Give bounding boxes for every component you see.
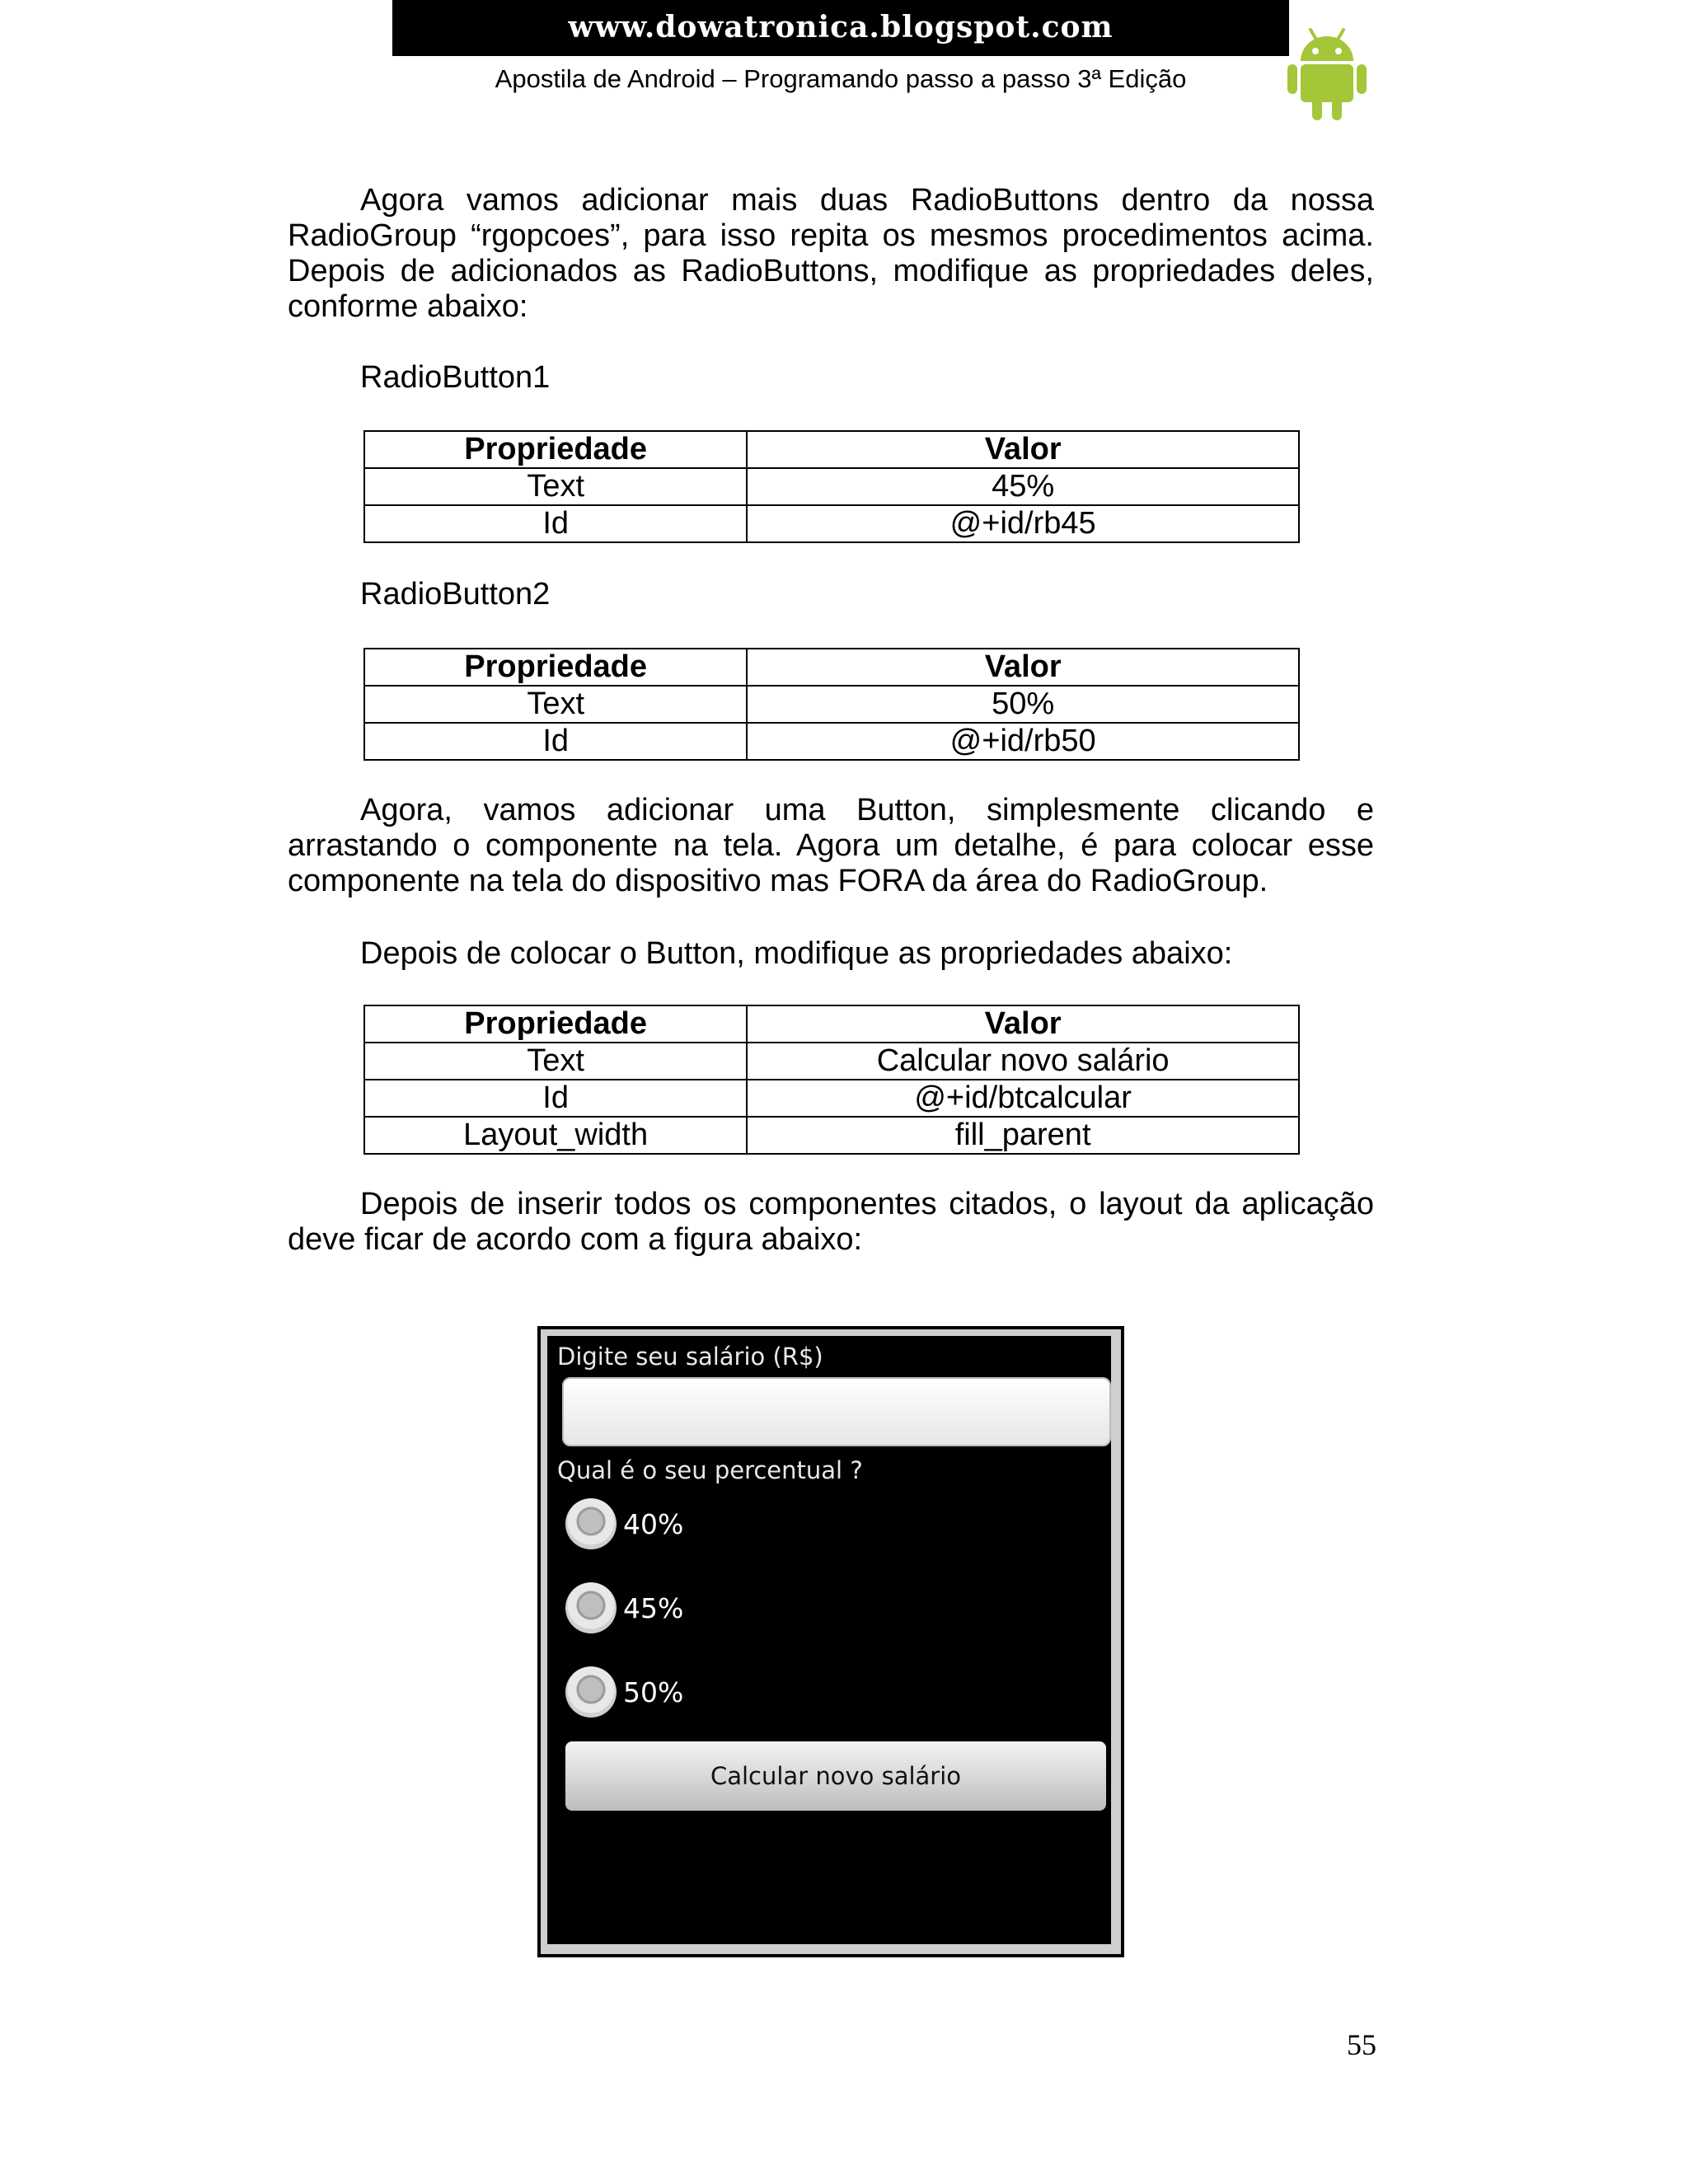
table-row	[364, 505, 1299, 542]
radio-50[interactable]	[565, 1666, 683, 1718]
radio-label: 50%	[623, 1675, 684, 1708]
table-radiobutton1	[363, 430, 1300, 543]
paragraph-button: Agora, vamos adicionar uma Button, simplesmente clicando e arrastando o componente na tela. Agora um detalhe, é para colocar esse componente na tela do dispositivo mas FORA da área do RadioGroup.	[288, 793, 1374, 898]
header-propriedade: Propriedade	[364, 1005, 747, 1043]
phone-screen	[547, 1336, 1111, 1944]
table-row	[364, 1043, 1299, 1080]
salary-label: Digite seu salário (R$)	[557, 1343, 823, 1371]
cell-prop: Text	[364, 686, 747, 723]
header-valor: Valor	[747, 431, 1299, 468]
salary-input[interactable]	[562, 1377, 1111, 1446]
radio-45[interactable]	[565, 1582, 683, 1634]
page-number: 55	[1347, 2028, 1376, 2061]
cell-prop: Id	[364, 723, 747, 760]
cell-prop: Id	[364, 505, 747, 542]
cell-val: fill_parent	[747, 1117, 1299, 1154]
table-header-row	[364, 649, 1299, 686]
label-radiobutton2: RadioButton2	[360, 577, 551, 612]
label-radiobutton1: RadioButton1	[360, 360, 551, 395]
cell-val: @+id/btcalcular	[747, 1080, 1299, 1117]
radio-40[interactable]	[565, 1497, 683, 1550]
table-row	[364, 1080, 1299, 1117]
cell-val: 50%	[747, 686, 1299, 723]
table-row	[364, 723, 1299, 760]
radio-label: 45%	[623, 1591, 684, 1624]
cell-prop: Text	[364, 1043, 747, 1080]
table-row	[364, 1117, 1299, 1154]
table-header-row	[364, 1005, 1299, 1043]
calculate-button[interactable]: Calcular novo salário	[565, 1741, 1106, 1811]
radio-circle-icon	[565, 1666, 617, 1718]
header-banner: www.dowatronica.blogspot.com	[392, 0, 1289, 56]
paragraph-intro: Agora vamos adicionar mais duas RadioButtons dentro da nossa RadioGroup “rgopcoes”, para isso repita os mesmos procedimentos acima. Depois de adicionados as RadioButtons, modifique as propriedades deles, conforme abaixo:	[288, 183, 1374, 324]
table-button	[363, 1005, 1300, 1155]
cell-val: Calcular novo salário	[747, 1043, 1299, 1080]
table-radiobutton2	[363, 648, 1300, 761]
phone-screenshot	[537, 1326, 1124, 1957]
cell-val: 45%	[747, 468, 1299, 505]
android-logo-icon	[1286, 25, 1368, 124]
paragraph-layout: Depois de inserir todos os componentes citados, o layout da aplicação deve ficar de acordo com a figura abaixo:	[288, 1187, 1374, 1257]
table-row	[364, 686, 1299, 723]
radio-circle-icon	[565, 1498, 617, 1549]
table-header-row	[364, 431, 1299, 468]
header-propriedade: Propriedade	[364, 431, 747, 468]
cell-prop: Layout_width	[364, 1117, 747, 1154]
paragraph-button-props: Depois de colocar o Button, modifique as propriedades abaixo:	[360, 936, 1233, 971]
percent-label: Qual é o seu percentual ?	[557, 1456, 863, 1484]
cell-prop: Text	[364, 468, 747, 505]
header-subtitle: Apostila de Android – Programando passo a passo 3ª Edição	[495, 64, 1187, 93]
cell-val: @+id/rb50	[747, 723, 1299, 760]
table-row	[364, 468, 1299, 505]
header-propriedade: Propriedade	[364, 649, 747, 686]
radio-label: 40%	[623, 1507, 684, 1540]
cell-prop: Id	[364, 1080, 747, 1117]
radio-circle-icon	[565, 1582, 617, 1633]
cell-val: @+id/rb45	[747, 505, 1299, 542]
header-valor: Valor	[747, 1005, 1299, 1043]
header-valor: Valor	[747, 649, 1299, 686]
